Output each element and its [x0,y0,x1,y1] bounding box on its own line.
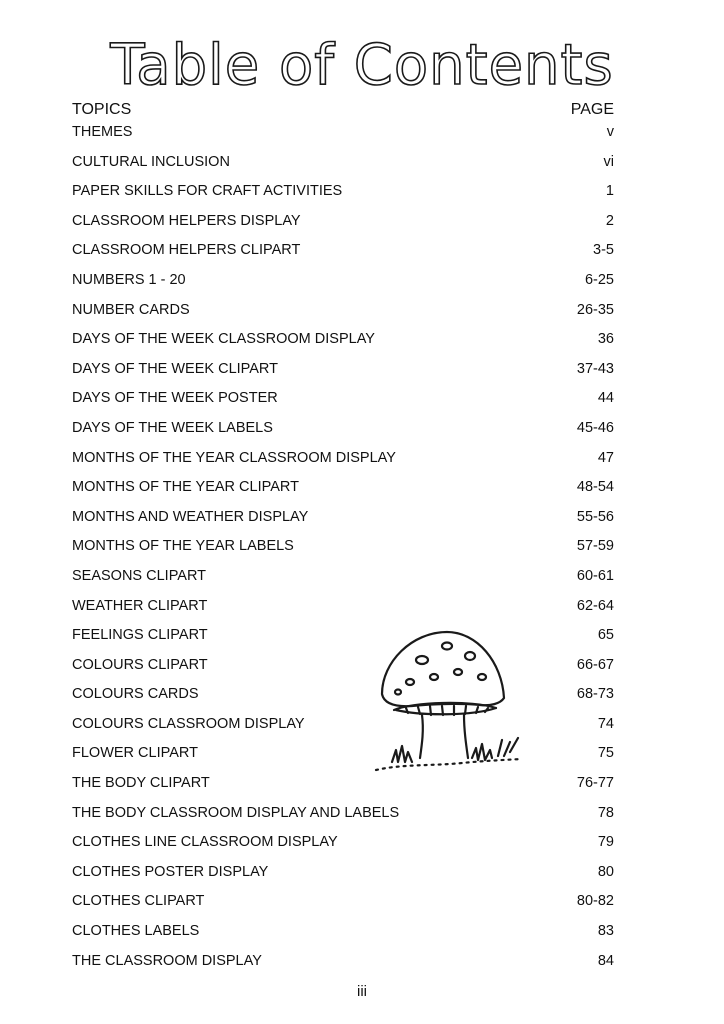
toc-entry-pages: 47 [597,449,614,466]
toc-entry-pages: vi [603,153,614,170]
toc-entry-topic: MONTHS OF THE YEAR LABELS [72,538,294,555]
toc-entry-topic: FEELINGS CLIPART [72,627,208,644]
toc-entry [72,684,614,714]
toc-entry [72,921,614,951]
toc-entry-topic: CLOTHES CLIPART [72,893,205,910]
toc-entry-topic: SEASONS CLIPART [72,567,207,584]
toc-entry-pages: 83 [597,923,614,940]
toc-entry-topic: MONTHS OF THE YEAR CLIPART [72,479,299,496]
toc-entry-topic: CULTURAL INCLUSION [72,153,230,170]
toc-entry-topic: DAYS OF THE WEEK CLASSROOM DISPLAY [72,331,375,348]
toc-entry-pages: 26-35 [576,301,614,318]
toc-entry-pages: 60-61 [576,567,614,584]
toc-entry-topic: THE BODY CLASSROOM DISPLAY AND LABELS [72,804,400,821]
toc-entry [72,329,614,359]
toc-entry [72,832,614,862]
toc-entry-pages: 65 [597,627,614,644]
toc-entry [72,359,614,389]
toc-entry [72,300,614,330]
toc-entry [72,596,614,626]
toc-entry-topic: NUMBERS 1 - 20 [72,271,186,288]
toc-entry-topic: FLOWER CLIPART [72,745,198,762]
toc-entry-topic: COLOURS CLIPART [72,656,208,673]
toc-entry-pages: 84 [597,952,614,969]
toc-entry-pages: 44 [597,390,614,407]
toc-entry-topic: COLOURS CLASSROOM DISPLAY [72,715,305,732]
toc-entry [72,536,614,566]
toc-list [72,122,614,980]
toc-entry [72,477,614,507]
page-title: Table of Contents [110,33,614,98]
toc-entry-topic: THE CLASSROOM DISPLAY [72,952,262,969]
toc-entry-pages: 36 [597,331,614,348]
toc-entry-topic: DAYS OF THE WEEK LABELS [72,419,273,436]
toc-entry-topic: PAPER SKILLS FOR CRAFT ACTIVITIES [72,183,343,200]
toc-entry [72,507,614,537]
toc-entry-topic: CLASSROOM HELPERS DISPLAY [72,212,301,229]
mushroom-icon [372,622,532,782]
toc-entry-topic: NUMBER CARDS [72,301,190,318]
toc-entry-topic: CLASSROOM HELPERS CLIPART [72,242,301,259]
toc-entry-pages: 1 [605,183,614,200]
toc-entry-topic: DAYS OF THE WEEK CLIPART [72,360,278,377]
toc-entry [72,211,614,241]
toc-entry [72,566,614,596]
toc-entry-pages: 6-25 [584,271,614,288]
toc-entry-pages: v [606,124,614,140]
toc-entry [72,152,614,182]
toc-entry-topic: DAYS OF THE WEEK POSTER [72,390,278,407]
toc-entry-pages: 37-43 [576,360,614,377]
toc-entry-topic: COLOURS CARDS [72,686,199,703]
toc-entry-topic: MONTHS OF THE YEAR CLASSROOM DISPLAY [72,449,396,466]
toc-entry [72,122,614,152]
toc-entry-pages: 80 [597,863,614,880]
toc-header [72,101,614,121]
topics-header: TOPICS [72,101,132,118]
toc-entry-pages: 74 [597,715,614,732]
toc-entry-topic: CLOTHES LABELS [72,923,200,940]
toc-entry-topic: MONTHS AND WEATHER DISPLAY [72,508,309,525]
toc-entry-pages: 79 [597,834,614,851]
toc-entry-pages: 57-59 [576,538,614,555]
toc-entry-pages: 3-5 [593,242,614,259]
toc-entry-pages: 78 [597,804,614,821]
toc-entry-pages: 80-82 [576,893,614,910]
toc-entry [72,951,614,981]
toc-entry-pages: 55-56 [576,508,614,525]
toc-entry [72,625,614,655]
toc-entry-pages: 66-67 [576,656,614,673]
toc-entry [72,891,614,921]
toc-entry [72,448,614,478]
toc-entry [72,714,614,744]
page-number: iii [357,983,367,1000]
toc-entry [72,655,614,685]
toc-entry-pages: 75 [597,745,614,762]
toc-entry [72,270,614,300]
toc-entry-topic: THE BODY CLIPART [72,775,210,792]
toc-entry [72,862,614,892]
toc-entry [72,181,614,211]
toc-entry [72,773,614,803]
toc-entry [72,240,614,270]
toc-entry-topic: THEMES [72,124,133,140]
toc-entry [72,743,614,773]
toc-entry-pages: 2 [605,212,614,229]
toc-entry [72,803,614,833]
toc-entry-pages: 48-54 [576,479,614,496]
toc-entry [72,418,614,448]
toc-entry-pages: 68-73 [576,686,614,703]
toc-entry-topic: CLOTHES LINE CLASSROOM DISPLAY [72,834,338,851]
toc-entry-pages: 45-46 [576,419,614,436]
page-header: PAGE [570,101,614,118]
toc-entry [72,388,614,418]
toc-entry-pages: 62-64 [576,597,614,614]
toc-entry-pages: 76-77 [576,775,614,792]
toc-entry-topic: CLOTHES POSTER DISPLAY [72,863,269,880]
toc-entry-topic: WEATHER CLIPART [72,597,208,614]
